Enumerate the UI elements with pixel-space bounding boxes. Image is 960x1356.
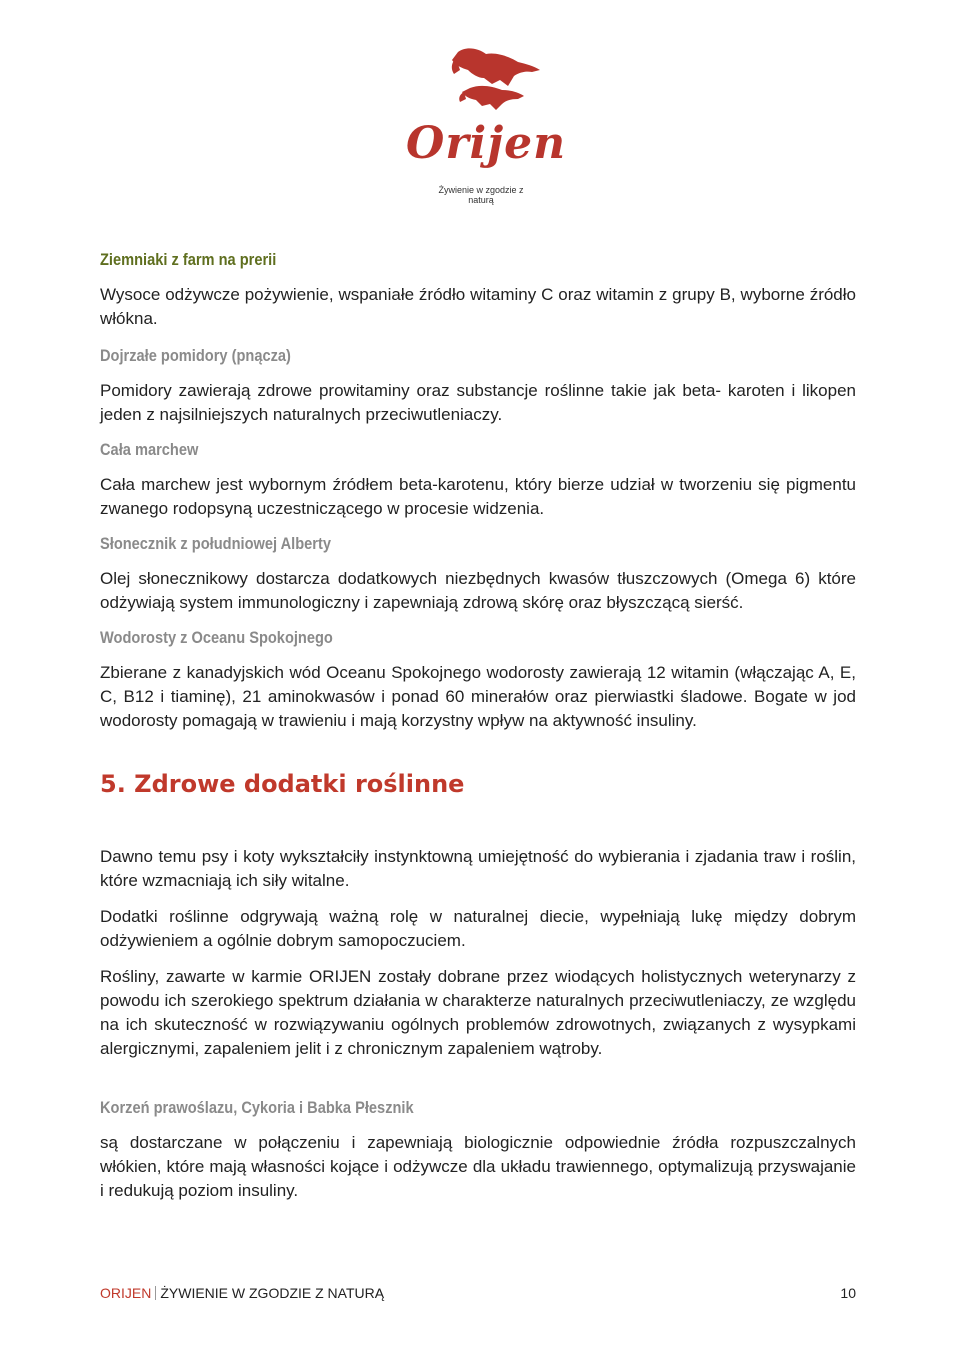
paragraph: Rośliny, zawarte w karmie ORIJEN zostały dobrane przez wiodących holistycznych weterynarzy z powodu ich szerokiego spektrum działania w charakterze naturalnych przeciwutleniaczy, ze względu na ich skuteczność w rozwiązywaniu ogólnych problemów zdrowotnych, związanych z wysypkami alergicznymi, zapaleniem jelit i z chronicznym zapaleniem wątroby. [100,967,856,1058]
paragraph: Wysoce odżywcze pożywienie, wspaniałe źródło witaminy C oraz witamin z grupy B, wyborne źródło włókna. [100,285,856,328]
subheading: Cała marchew [100,440,199,459]
paragraph: Zbierane z kanadyjskich wód Oceanu Spokojnego wodorosty zawierają 12 witamin (włączając A, E, C, B12 i tiaminę), 21 aminokwasów i ponad 60 minerałów oraz pierwiastki śladowe. Bogate w jod wodorosty pomagają w trawieniu i mają korzystny wpływ na aktywność insuliny. [100,663,856,730]
paragraph: Cała marchew jest wybornym źródłem beta-karotenu, który bierze udział w tworzeniu się pigmentu zwanego rodopsyną uczestniczącego w procesie widzenia. [100,475,856,518]
logo-tagline: Żywienie w zgodzie z naturą [438,185,524,205]
paragraph: są dostarczane w połączeniu i zapewniają biologicznie odpowiednie źródła rozpuszczalnych włókien, które mają własności kojące i odżywcze dla układu trawiennego, optymalizują przyswajanie i redukują poziom insuliny. [100,1133,856,1200]
subheading: Słonecznik z południowej Alberty [100,534,331,553]
paragraph: Olej słonecznikowy dostarcza dodatkowych niezbędnych kwasów tłuszczowych (Omega 6) które odżywiają system immunologiczny i zapewniają zdrową skórę oraz błyszczącą sierść. [100,569,856,612]
orijen-logo [400,44,567,205]
paragraph: Dodatki roślinne odgrywają ważną rolę w naturalnej diecie, wypełniają lukę między dobrym odżywieniem a ogólnie dobrym samopoczuciem. [100,907,856,950]
paragraph: Dawno temu psy i koty wykształciły instynktowną umiejętność do wybierania i zjadania traw i roślin, które wzmacniają ich siły witalne. [100,847,856,890]
subheading: Korzeń prawoślazu, Cykoria i Babka Płesznik [100,1098,414,1117]
footer-brand: ORIJEN [100,1285,152,1301]
subheading: Ziemniaki z farm na prerii [100,250,277,269]
main-content [100,237,856,1203]
page-number: 10 [840,1285,856,1301]
subheading: Dojrzałe pomidory (pnącza) [100,346,291,365]
subheading: Wodorosty z Oceanu Spokojnego [100,628,333,647]
paragraph: Pomidory zawierają zdrowe prowitaminy oraz substancje roślinne takie jak beta- karoten i likopen jeden z najsilniejszych naturalnych przeciwutleniaczy. [100,381,856,424]
page-footer [100,1284,856,1302]
footer-divider [155,1286,156,1300]
footer-tagline: ŻYWIENIE W ZGODZIE Z NATURĄ [160,1285,385,1301]
logo-wordmark: Orijen [406,118,567,169]
section-heading: 5. Zdrowe dodatki roślinne [100,770,465,798]
